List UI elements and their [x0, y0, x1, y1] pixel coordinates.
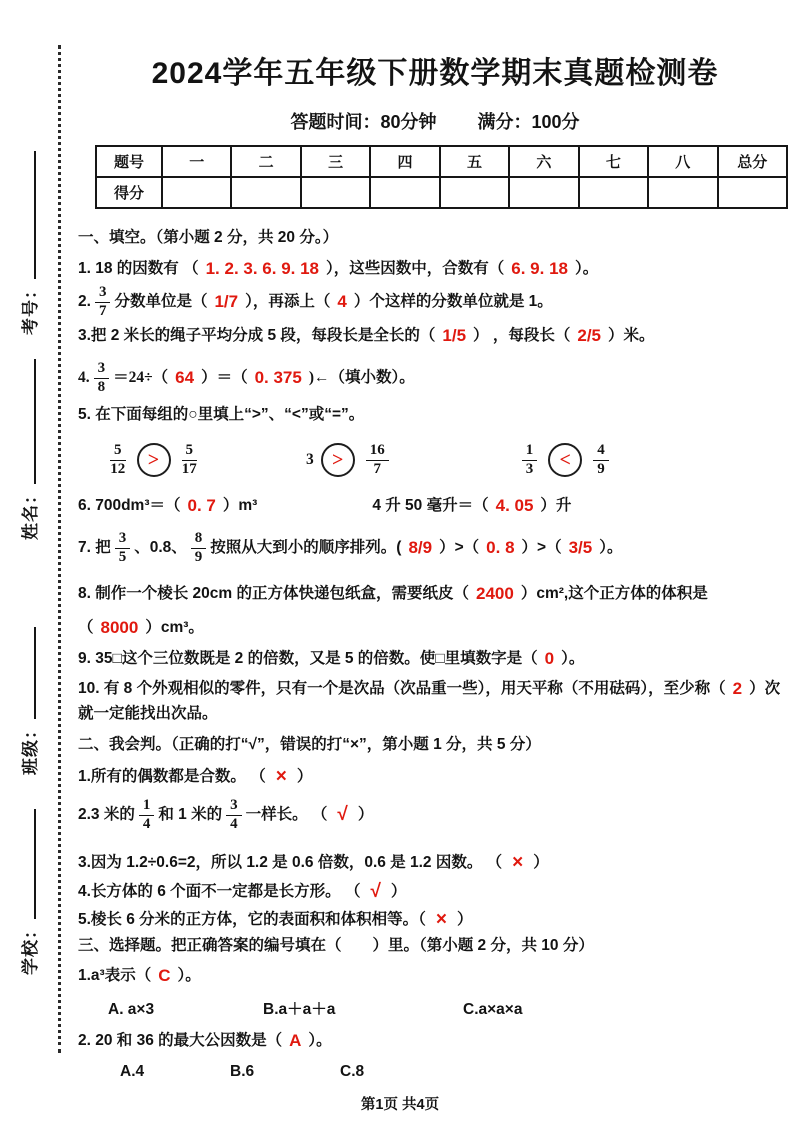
score-table: [95, 145, 788, 209]
q-text: 按照从大到小的顺序排列。(: [210, 538, 402, 556]
score-table-cell: 五: [440, 146, 509, 177]
answer-red: 6. 9. 18: [511, 259, 568, 278]
q-text: 9. 35□这个三位数既是 2 的倍数，又是 5 的倍数。使□里填数字是（: [78, 649, 538, 667]
q-text: ）cm³。: [145, 618, 204, 636]
section1-q1: [78, 258, 598, 280]
fraction: $\frac{1}{3}$: [522, 443, 538, 478]
q-text: 3.因为 1.2÷0.6=2，所以 1.2 是 0.6 倍数，0.6 是 1.2 因数。 （: [78, 854, 503, 872]
section2-q2: [78, 793, 373, 837]
section2-q3: [78, 851, 549, 876]
option-b: B.6: [230, 1063, 255, 1080]
answer-red: 1/7: [214, 291, 239, 311]
fraction: $\frac{3}{4}$: [226, 798, 242, 833]
section1-q6: [78, 495, 571, 517]
score-cell-empty: [440, 177, 509, 208]
section3-q1-options: [108, 1000, 522, 1020]
fraction: $\frac{1}{4}$: [139, 798, 155, 833]
q-text: 4 升 50 毫升＝（: [372, 496, 489, 514]
answer-red: 0. 7: [187, 496, 216, 515]
option-b: B.a＋a＋a: [263, 1001, 336, 1018]
section2-heading: 二、我会判。（正确的打“√”，错误的打“×”，第小题 1 分，共 5 分）: [78, 736, 541, 753]
fraction: $\frac{5}{12}$: [110, 441, 126, 477]
answer-red: 0. 8: [486, 537, 515, 557]
q-text: 分数单位是（: [114, 292, 208, 310]
score-cell-empty: [370, 177, 439, 208]
q-text: 3.把 2 米长的绳子平均分成 5 段，每段长是全长的（: [78, 326, 436, 344]
q-text: 2. 20 和 36 的最大公因数是（: [78, 1031, 283, 1049]
cross-mark: ×: [512, 852, 524, 873]
score-table-cell: 四: [370, 146, 439, 177]
answer-red: 2400: [476, 584, 514, 603]
comparison-circle: [321, 443, 355, 477]
answer-red: 4: [337, 291, 347, 311]
section1-q10-line2: 就一定能找出次品。: [78, 705, 218, 722]
margin-field-school-line: [22, 809, 36, 919]
full-score: 满分：100分: [477, 112, 580, 132]
section1-q10-line1: [78, 678, 780, 700]
score-cell-empty: [718, 177, 788, 208]
comparison-group-3: [518, 443, 613, 478]
margin-dotted-separator: [58, 45, 61, 1053]
q-text: ）个这样的分数单位就是 1。: [353, 292, 553, 310]
score-table-cell: 二: [231, 146, 300, 177]
score-cell-empty: [231, 177, 300, 208]
fraction: $\frac{3}{8}$: [94, 361, 110, 396]
option-c: C.a×a×a: [463, 1001, 523, 1018]
answer-red: C: [158, 966, 171, 985]
q-text: ）: [390, 883, 407, 901]
answer-red: 2/5: [577, 326, 601, 345]
answer-red: 3/5: [568, 537, 593, 557]
section2-q1: [78, 765, 312, 790]
section3-q2: [78, 1030, 332, 1052]
greater-than-sign: >: [147, 449, 160, 471]
q-text: 1.所有的偶数都是合数。 （: [78, 768, 266, 786]
q-text: 、0.8、: [134, 538, 187, 556]
q-text: ）: [533, 854, 549, 872]
comparison-row: [106, 434, 613, 486]
q-text: ）: [457, 911, 473, 929]
score-table-cell: 一: [162, 146, 231, 177]
cross-mark: ×: [435, 909, 448, 930]
q-text: ）: [296, 768, 313, 786]
option-a: A. a×3: [108, 1001, 155, 1018]
section3-q1: [78, 965, 201, 987]
q-text: ）: [357, 805, 374, 823]
answer-red: 4. 05: [495, 496, 534, 515]
q-text: ） ，每段长（: [473, 326, 571, 344]
q-text: ），再添上（: [245, 292, 331, 310]
margin-field-name-label: 姓名：: [21, 486, 40, 540]
margin-field-class-line: [22, 627, 36, 719]
score-cell-empty: [579, 177, 648, 208]
score-cell-empty: [509, 177, 578, 208]
q-text: ）次: [749, 679, 781, 697]
exam-subtitle: [78, 108, 792, 134]
q-text: 1. 18 的因数有 （: [78, 259, 199, 277]
answer-red: 0: [544, 649, 555, 668]
q-text: 5.棱长 6 分米的正方体，它的表面积和体积相等。（: [78, 911, 426, 929]
section1-q5: 5. 在下面每组的○里填上“>”、“<”或“=”。: [78, 406, 365, 423]
section2-q4: [78, 880, 406, 905]
score-table-cell: 八: [648, 146, 717, 177]
margin-field-name: [16, 359, 41, 540]
q-text: 8. 制作一个棱长 20cm 的正方体快递包纸盒，需要纸皮（: [78, 584, 469, 602]
answer-red: 1. 2. 3. 6. 9. 18: [205, 259, 320, 278]
score-table-cell: 三: [301, 146, 370, 177]
less-than-sign: <: [559, 449, 571, 471]
option-a: A.4: [120, 1063, 145, 1080]
answer-red: 0. 375: [254, 367, 302, 387]
section1-q9: [78, 648, 584, 670]
fraction: $\frac{3}{7}$: [95, 285, 111, 320]
fraction: $\frac{3}{5}$: [115, 531, 131, 566]
exam-content: [78, 0, 792, 1131]
section3-q2-options: [120, 1062, 364, 1082]
q-text: 6. 700dm³＝（: [78, 496, 181, 514]
q-number: 7. 把: [78, 538, 111, 556]
greater-than-sign: >: [332, 449, 344, 471]
section1-q8-line1: [78, 583, 708, 605]
q-text: 4.长方体的 6 个面不一定都是长方形。 （: [78, 883, 361, 901]
check-mark: √: [337, 803, 348, 825]
q-text: ）>（: [521, 538, 562, 556]
section1-q3: [78, 325, 655, 347]
cross-mark: ×: [275, 766, 287, 787]
score-cell-empty: [648, 177, 717, 208]
margin-field-school-label: 学校：: [21, 921, 40, 975]
answer-red: 64: [175, 367, 195, 387]
fraction: $\frac{4}{9}$: [593, 443, 609, 478]
q-text: ）。: [308, 1031, 332, 1049]
score-table-score-row: [96, 177, 787, 208]
page-footer: 第1页 共4页: [360, 1097, 440, 1113]
answer-red: 1/5: [442, 326, 467, 345]
option-c: C.8: [340, 1063, 365, 1080]
margin-field-school: [16, 809, 41, 975]
score-table-cell: 七: [579, 146, 648, 177]
q-text: ）米。: [608, 326, 655, 344]
section2-q5: [78, 908, 473, 933]
q-number: 4.: [78, 368, 90, 386]
q-text: （: [78, 618, 94, 636]
margin-field-exam-no-line: [22, 151, 36, 279]
answer-red: 8/9: [408, 537, 433, 557]
comparison-circle: [548, 443, 582, 477]
q-text: 2.3 米的: [78, 805, 135, 823]
q-text: ）cm²,这个正方体的体积是: [520, 584, 708, 602]
comparison-group-1: [106, 443, 201, 478]
section1-q4: [78, 355, 415, 401]
section1-q8-line2: [78, 617, 204, 639]
q-text: 1.a³表示（: [78, 966, 152, 984]
whole-number: 3: [306, 450, 314, 468]
q-text: ）＝（: [201, 368, 248, 386]
score-table-cell: 题号: [96, 146, 162, 177]
section1-heading: 一、填空。（第小题 2 分，共 20 分。）: [78, 229, 339, 246]
q-number: 2.: [78, 292, 91, 310]
section1-q2: [78, 280, 553, 324]
score-table-header-row: [96, 146, 787, 177]
comparison-group-2: [306, 443, 393, 478]
q-text: ）。: [575, 259, 599, 277]
q-text: ）。: [561, 649, 585, 667]
q-text: ）m³: [222, 496, 258, 514]
margin-field-class-label: 班级：: [21, 721, 40, 775]
score-cell-empty: [162, 177, 231, 208]
score-table-cell: 六: [509, 146, 578, 177]
q-text: 和 1 米的: [158, 805, 223, 823]
q-text: ）。: [599, 538, 623, 556]
section1-q7: [78, 524, 623, 572]
check-mark: √: [370, 881, 381, 902]
exam-title: 2024学年五年级下册数学期末真题检测卷: [151, 57, 719, 90]
q-text: )←（填小数）。: [308, 368, 415, 386]
fraction: $\frac{16}{7}$: [366, 443, 389, 478]
answer-red: A: [289, 1031, 302, 1050]
q-text: ）>（: [439, 538, 480, 556]
section3-heading: 三、选择题。把正确答案的编号填在（ ）里。（第小题 2 分，共 10 分）: [78, 937, 594, 954]
q-text: 10. 有 8 个外观相似的零件，只有一个是次品（次品重一些），用天平称（不用砝码），至少称（: [78, 679, 726, 697]
fraction: $\frac{8}{9}$: [191, 531, 207, 566]
answer-time: 答题时间：80分钟: [290, 112, 437, 132]
q-text: ），这些因数中，合数有（: [326, 259, 505, 277]
margin-field-class: [16, 627, 41, 775]
margin-field-name-line: [22, 359, 36, 484]
score-table-cell: 得分: [96, 177, 162, 208]
q-text: ＝24÷（: [113, 368, 169, 386]
answer-red: 8000: [100, 618, 139, 637]
margin-field-exam-no-label: 考号：: [21, 281, 40, 335]
score-cell-empty: [301, 177, 370, 208]
score-table-cell: 总分: [718, 146, 788, 177]
q-text: ）。: [177, 966, 201, 984]
fraction: $\frac{5}{17}$: [181, 441, 197, 477]
q-text: 一样长。 （: [245, 805, 328, 823]
q-text: ）升: [540, 496, 572, 514]
comparison-circle: [137, 443, 171, 477]
margin-field-exam-no: [16, 151, 41, 335]
answer-red: 2: [732, 679, 743, 698]
